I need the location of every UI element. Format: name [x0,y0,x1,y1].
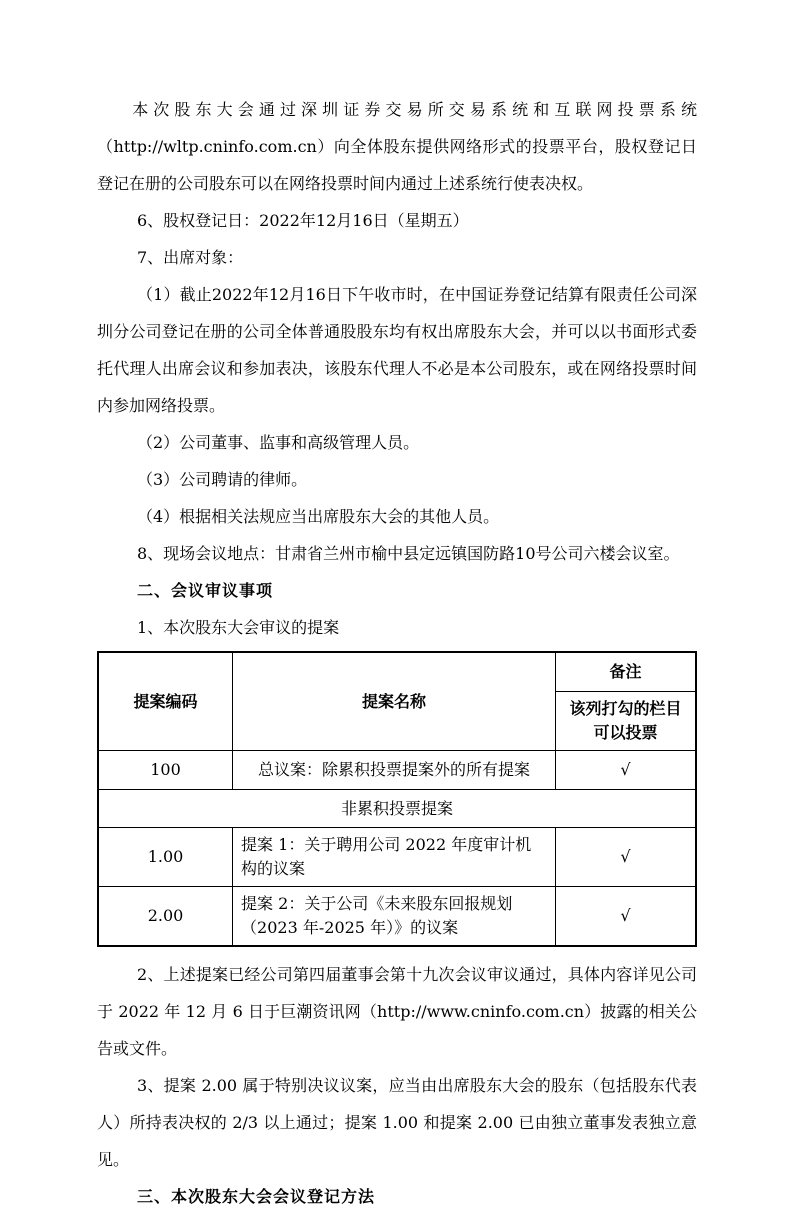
vote-check-mark: √ [555,751,696,790]
cell-name-general: 总议案：除累积投票提案外的所有提案 [233,751,556,790]
table-header-row-top [98,652,696,692]
section-3-heading: 三、本次股东大会会议登记方法 [137,1187,376,1206]
cell-section-noncumulative: 非累积投票提案 [98,790,696,828]
table-row-proposal-1 [98,828,696,887]
header-proposal-code: 提案编码 [98,652,233,751]
header-remark-sub: 该列打勾的栏目可以投票 [555,692,696,751]
item-7-sub-3-lawyers: （3）公司聘请的律师。 [137,470,308,489]
item-8-meeting-location: 8、现场会议地点：甘肃省兰州市榆中县定远镇国防路10号公司六楼会议室。 [137,544,680,563]
item-7-attendees: 7、出席对象： [137,248,244,267]
cell-code-2-00: 2.00 [98,887,233,947]
table-row-section-noncumulative [98,790,696,828]
vote-check-mark: √ [555,887,696,947]
vote-check-mark: √ [555,828,696,887]
proposals-table [97,651,697,947]
cell-name-proposal-1: 提案 1：关于聘用公司 2022 年度审计机构的议案 [233,828,556,887]
paragraph-board-approval: 2、上述提案已经公司第四届董事会第十九次会议审议通过，具体内容详见公司于 2022 年 12 月 6 日于巨潮资讯网（http://www.cninfo.com.cn）披露的相关公告或文件。 [97,965,697,1058]
table-row-proposal-2 [98,887,696,947]
section-2-heading: 二、会议审议事项 [137,581,274,600]
item-6-record-date: 6、股权登记日：2022年12月16日（星期五） [137,211,469,230]
item-proposals-intro: 1、本次股东大会审议的提案 [137,618,340,637]
paragraph-network-voting: 本次股东大会通过深圳证券交易所交易系统和互联网投票系统（http://wltp.cninfo.com.cn）向全体股东提供网络形式的投票平台，股权登记日登记在册的公司股东可以在网络投票时间内通过上述系统行使表决权。 [97,100,697,193]
item-7-sub-2-directors: （2）公司董事、监事和高级管理人员。 [137,433,420,452]
cell-name-proposal-2: 提案 2：关于公司《未来股东回报规划（2023 年-2025 年）》的议案 [233,887,556,947]
header-proposal-name: 提案名称 [233,652,556,751]
item-7-sub-1-shareholders: （1）截止2022年12月16日下午收市时，在中国证券登记结算有限责任公司深圳分公司登记在册的公司全体普通股股东均有权出席股东大会，并可以以书面形式委托代理人出席会议和参加表决，该股东代理人不必是本公司股东，或在网络投票时间内参加网络投票。 [97,285,697,415]
header-remark: 备注 [555,652,696,692]
paragraph-special-resolution: 3、提案 2.00 属于特别决议议案，应当由出席股东大会的股东（包括股东代表人）所持表决权的 2/3 以上通过；提案 1.00 和提案 2.00 已由独立董事发表独立意见。 [97,1076,697,1169]
item-7-sub-4-others: （4）根据相关法规应当出席股东大会的其他人员。 [137,507,500,526]
cell-code-100: 100 [98,751,233,790]
cell-code-1-00: 1.00 [98,828,233,887]
table-row-general-proposal [98,751,696,790]
